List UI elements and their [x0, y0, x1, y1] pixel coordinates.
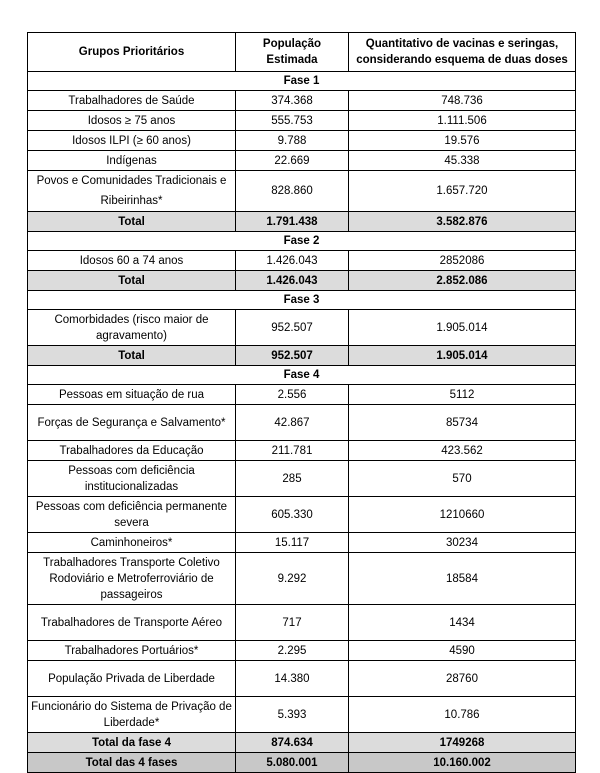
group-cell: Pessoas em situação de rua: [28, 385, 236, 405]
group-cell: Idosos ≥ 75 anos: [28, 111, 236, 131]
phase-row: [28, 291, 576, 310]
phase-row: [28, 232, 576, 251]
total-population: 1.791.438: [236, 212, 349, 232]
population-cell: 9.788: [236, 131, 349, 151]
table-row: [28, 131, 576, 151]
phase-row: [28, 72, 576, 91]
phase-row: [28, 366, 576, 385]
table-row: [28, 697, 576, 733]
population-cell: 1.426.043: [236, 251, 349, 271]
table-row: [28, 310, 576, 346]
phase-title: Fase 4: [28, 366, 576, 385]
group-cell: Idosos ILPI (≥ 60 anos): [28, 131, 236, 151]
quantity-cell: 1210660: [349, 497, 576, 533]
group-cell: Trabalhadores da Educação: [28, 441, 236, 461]
total-quantity: 3.582.876: [349, 212, 576, 232]
total-population: 952.507: [236, 346, 349, 366]
group-cell: População Privada de Liberdade: [28, 661, 236, 697]
quantity-cell: 570: [349, 461, 576, 497]
table-row: [28, 385, 576, 405]
total-row: [28, 346, 576, 366]
population-cell: 717: [236, 605, 349, 641]
population-cell: 2.295: [236, 641, 349, 661]
population-cell: 15.117: [236, 533, 349, 553]
population-cell: 555.753: [236, 111, 349, 131]
quantity-cell: 4590: [349, 641, 576, 661]
quantity-cell: 30234: [349, 533, 576, 553]
table-row: [28, 553, 576, 605]
vaccine-priority-table: [27, 32, 576, 773]
group-cell: Comorbidades (risco maior de agravamento): [28, 310, 236, 346]
table-row: [28, 441, 576, 461]
header-groups: Grupos Prioritários: [28, 33, 236, 72]
group-cell: Povos e Comunidades Tradicionais e Ribeirinhas*: [28, 171, 236, 212]
header-quantity: Quantitativo de vacinas e seringas, considerando esquema de duas doses: [349, 33, 576, 72]
quantity-cell: 85734: [349, 405, 576, 441]
quantity-cell: 1.905.014: [349, 310, 576, 346]
total-population: 874.634: [236, 733, 349, 753]
table-row: [28, 91, 576, 111]
grand-total-population: 5.080.001: [236, 753, 349, 773]
population-cell: 42.867: [236, 405, 349, 441]
group-cell: Pessoas com deficiência institucionalizadas: [28, 461, 236, 497]
table-row: [28, 251, 576, 271]
group-cell: Trabalhadores de Saúde: [28, 91, 236, 111]
table-header-row: [28, 33, 576, 72]
group-cell: Pessoas com deficiência permanente severa: [28, 497, 236, 533]
quantity-cell: 2852086: [349, 251, 576, 271]
quantity-cell: 19.576: [349, 131, 576, 151]
population-cell: 952.507: [236, 310, 349, 346]
quantity-cell: 1434: [349, 605, 576, 641]
grand-total-row: [28, 753, 576, 773]
quantity-cell: 5112: [349, 385, 576, 405]
population-cell: 211.781: [236, 441, 349, 461]
quantity-cell: 45.338: [349, 151, 576, 171]
total-row: [28, 733, 576, 753]
quantity-cell: 28760: [349, 661, 576, 697]
table-row: [28, 641, 576, 661]
total-label: Total: [28, 271, 236, 291]
population-cell: 22.669: [236, 151, 349, 171]
total-quantity: 1749268: [349, 733, 576, 753]
total-quantity: 2.852.086: [349, 271, 576, 291]
population-cell: 14.380: [236, 661, 349, 697]
phase-title: Fase 1: [28, 72, 576, 91]
table-row: [28, 405, 576, 441]
phase-title: Fase 3: [28, 291, 576, 310]
group-cell: Funcionário do Sistema de Privação de Liberdade*: [28, 697, 236, 733]
group-cell: Idosos 60 a 74 anos: [28, 251, 236, 271]
table-row: [28, 661, 576, 697]
grand-total-label: Total das 4 fases: [28, 753, 236, 773]
group-cell: Indígenas: [28, 151, 236, 171]
population-cell: 2.556: [236, 385, 349, 405]
group-cell: Forças de Segurança e Salvamento*: [28, 405, 236, 441]
table-row: [28, 497, 576, 533]
table-row: [28, 533, 576, 553]
total-label: Total: [28, 346, 236, 366]
table-row: [28, 461, 576, 497]
header-population: População Estimada: [236, 33, 349, 72]
group-cell: Trabalhadores Transporte Coletivo Rodoviário e Metroferroviário de passageiros: [28, 553, 236, 605]
phase-title: Fase 2: [28, 232, 576, 251]
grand-total-quantity: 10.160.002: [349, 753, 576, 773]
quantity-cell: 1.657.720: [349, 171, 576, 212]
quantity-cell: 423.562: [349, 441, 576, 461]
population-cell: 605.330: [236, 497, 349, 533]
group-cell: Trabalhadores Portuários*: [28, 641, 236, 661]
total-label: Total: [28, 212, 236, 232]
total-row: [28, 212, 576, 232]
group-cell: Trabalhadores de Transporte Aéreo: [28, 605, 236, 641]
table-row: [28, 171, 576, 212]
quantity-cell: 748.736: [349, 91, 576, 111]
total-row: [28, 271, 576, 291]
total-label: Total da fase 4: [28, 733, 236, 753]
table-row: [28, 111, 576, 131]
population-cell: 9.292: [236, 553, 349, 605]
population-cell: 285: [236, 461, 349, 497]
population-cell: 374.368: [236, 91, 349, 111]
vaccine-table-container: [27, 32, 575, 773]
table-row: [28, 605, 576, 641]
total-quantity: 1.905.014: [349, 346, 576, 366]
population-cell: 5.393: [236, 697, 349, 733]
table-row: [28, 151, 576, 171]
quantity-cell: 18584: [349, 553, 576, 605]
total-population: 1.426.043: [236, 271, 349, 291]
population-cell: 828.860: [236, 171, 349, 212]
quantity-cell: 1.111.506: [349, 111, 576, 131]
quantity-cell: 10.786: [349, 697, 576, 733]
group-cell: Caminhoneiros*: [28, 533, 236, 553]
